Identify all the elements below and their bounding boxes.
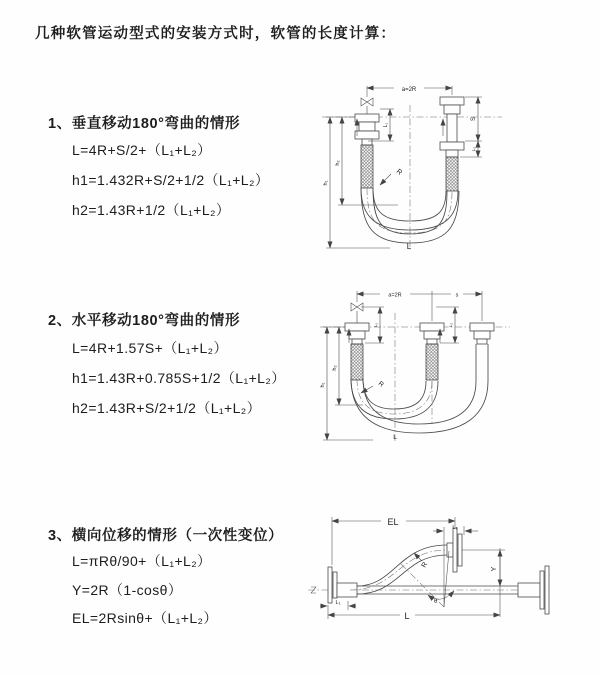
hose-curve — [363, 378, 426, 409]
flange-right — [518, 566, 549, 614]
formula-line: L=4R+1.57S+（L₁+L₂） — [72, 340, 228, 356]
braided-hose-section — [361, 145, 373, 188]
formula-line: h1=1.432R+S/2+1/2（L₁+L₂） — [72, 172, 270, 188]
hose-s-centerline — [350, 550, 447, 590]
dim-label-el: EL — [387, 517, 399, 527]
hose-curve — [373, 188, 446, 221]
hose-curve — [351, 378, 438, 419]
dim-label-span: a=2R — [388, 292, 402, 299]
dim-label-length: L — [393, 434, 397, 441]
dim-label-fit-upper: L₁ — [383, 122, 389, 128]
valve-icon — [361, 98, 373, 114]
dim-label-offset: s — [455, 292, 459, 299]
dim-label-y: Y — [491, 566, 498, 572]
hose-fitting-left — [355, 114, 379, 188]
hose-fitting-middle — [420, 323, 444, 380]
dim-label-fit-lower: L₂ — [471, 146, 476, 152]
dim-label-fit-left: L₁ — [335, 600, 341, 606]
valve-icon — [351, 303, 363, 323]
theta-arm — [444, 551, 449, 607]
dim-label-fit-mid: L₂ — [448, 322, 453, 328]
hose-s-curve — [357, 545, 447, 586]
formula-line: EL=2Rsinθ+（L₁+L₂） — [72, 610, 218, 626]
braided-hose-section — [446, 157, 458, 191]
dim-label-radius: R — [394, 168, 404, 177]
hose-fitting-right — [470, 323, 494, 381]
hose-fitting-right — [440, 97, 464, 191]
dim-label-height1: h₁ — [320, 382, 326, 388]
page-title: 几种软管运动型式的安装方式时，软管的长度计算： — [35, 26, 397, 42]
hose-centerline-arc — [367, 188, 452, 233]
dim-label-length: L — [404, 611, 410, 621]
hose-curve — [351, 378, 488, 433]
hose-curve — [361, 188, 458, 230]
dim-label-theta: θ — [434, 599, 438, 605]
braided-hose-section — [426, 344, 438, 380]
dim-label-fit-left: L₁ — [373, 322, 378, 328]
dim-label-length: L — [406, 242, 412, 251]
section-1-heading: 1、垂直移动180°弯曲的情形 — [48, 116, 241, 132]
hose-fitting-left — [345, 323, 369, 380]
formula-line: h1=1.43R+0.785S+1/2（L₁+L₂） — [72, 370, 286, 386]
formula-line: Y=2R（1-cosθ） — [72, 582, 183, 598]
formula-line: h2=1.43R+1/2（L₁+L₂） — [72, 202, 231, 218]
radius-line — [400, 563, 444, 607]
dim-label-radius: R — [376, 380, 385, 389]
formula-line: L=πRθ/90+（L₁+L₂） — [72, 553, 212, 569]
dim-label-offset: S — [471, 116, 477, 122]
hose-s-curve — [357, 555, 447, 594]
flange-left — [328, 567, 357, 603]
dim-label-height2: h₂ — [332, 365, 338, 371]
diagram-vertical-180-bend — [310, 78, 545, 253]
flange-top — [447, 528, 462, 572]
dim-label-radius: R — [420, 561, 430, 569]
diagram-horizontal-180-bend — [305, 283, 565, 448]
section-2-heading: 2、水平移动180°弯曲的情形 — [48, 313, 241, 329]
dim-label-height1: h₁ — [323, 180, 329, 186]
formula-line: L=4R+S/2+（L₁+L₂） — [72, 142, 212, 158]
dim-label-height2: h₂ — [335, 160, 341, 166]
dim-label-fit-top: L₂ — [452, 525, 458, 531]
formula-line: h2=1.43R+S/2+1/2（L₁+L₂） — [72, 400, 262, 416]
dim-label-span: a=2R — [401, 87, 417, 93]
braided-hose-section — [351, 344, 363, 380]
section-3-heading: 3、横向位移的情形（一次性变位） — [48, 528, 284, 544]
diagram-lateral-displacement — [300, 505, 600, 640]
